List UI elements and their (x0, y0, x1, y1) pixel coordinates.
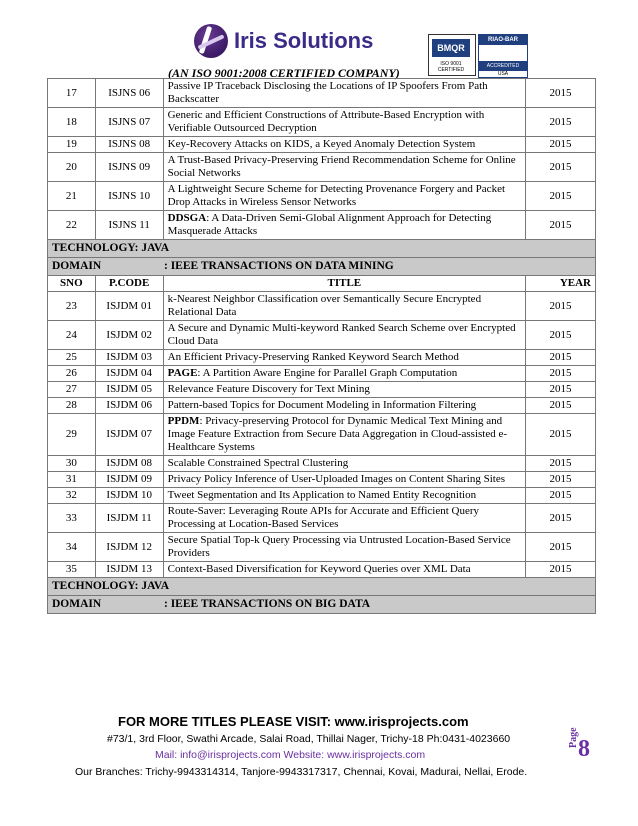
row-title (163, 456, 525, 472)
accreditation-top: RIAO-BAR (479, 35, 527, 45)
row-title (163, 350, 525, 366)
row-sno: 18 (48, 108, 96, 137)
row-code: ISJDM 11 (95, 504, 163, 533)
table-row (48, 504, 596, 533)
technology-label: TECHNOLOGY: JAVA (52, 242, 170, 254)
row-title-text: A Secure and Dynamic Multi-keyword Ranked Search Scheme over Encrypted Cloud Data (167, 322, 516, 347)
row-sno: 20 (48, 153, 96, 182)
row-sno: 24 (48, 321, 96, 350)
row-sno: 29 (48, 414, 96, 456)
row-year: 2015 (525, 211, 595, 240)
column-header-row (48, 276, 596, 292)
page-number: 8 (578, 736, 590, 762)
row-code: ISJDM 05 (95, 382, 163, 398)
section-header-row (48, 240, 596, 258)
table-row (48, 108, 596, 137)
table-row (48, 211, 596, 240)
row-sno: 23 (48, 292, 96, 321)
section-technology (48, 578, 596, 596)
row-code: ISJNS 06 (95, 79, 163, 108)
table-body-network-security (48, 79, 596, 240)
footer-titles-link[interactable]: FOR MORE TITLES PLEASE VISIT: www.irisprojects.com (118, 714, 469, 729)
row-title (163, 211, 525, 240)
table-row (48, 350, 596, 366)
row-year: 2015 (525, 414, 595, 456)
row-year: 2015 (525, 182, 595, 211)
table-row (48, 456, 596, 472)
section-domain-row (48, 258, 596, 276)
row-title (163, 79, 525, 108)
row-code: ISJNS 10 (95, 182, 163, 211)
section-domain-row (48, 596, 596, 614)
table-row (48, 321, 596, 350)
table-row (48, 292, 596, 321)
accreditation-bot: USA (497, 71, 509, 77)
table-row (48, 488, 596, 504)
bmqr-sub: ISO 9001 CERTIFIED (437, 61, 465, 73)
row-title-text: : Privacy-preserving Protocol for Dynamic Medical Text Mining and Image Feature Extraction from Secure Data Aggregation in Cloud-assisted e-Healthcare Systems (167, 415, 508, 453)
domain-label: DOMAIN (52, 260, 102, 272)
row-title (163, 182, 525, 211)
row-year: 2015 (525, 292, 595, 321)
row-year: 2015 (525, 562, 595, 578)
row-code: ISJDM 04 (95, 366, 163, 382)
row-title-text: : A Data-Driven Semi-Global Alignment Approach for Detecting Masquerade Attacks (167, 212, 492, 237)
row-code: ISJNS 09 (95, 153, 163, 182)
row-year: 2015 (525, 350, 595, 366)
row-title-text: Tweet Segmentation and Its Application to Named Entity Recognition (167, 489, 477, 501)
section-big-data (48, 578, 596, 614)
row-code: ISJDM 07 (95, 414, 163, 456)
row-year: 2015 (525, 456, 595, 472)
row-title (163, 137, 525, 153)
accreditation-mid: ACCREDITED (479, 61, 527, 71)
row-year: 2015 (525, 382, 595, 398)
section-technology (48, 240, 596, 258)
row-year: 2015 (525, 533, 595, 562)
row-year: 2015 (525, 504, 595, 533)
row-code: ISJDM 02 (95, 321, 163, 350)
row-year: 2015 (525, 366, 595, 382)
row-code: ISJDM 06 (95, 398, 163, 414)
footer-address: #73/1, 3rd Floor, Swathi Arcade, Salai Road, Thillai Nager, Trichy-18 Ph:0431-4023660 (107, 733, 511, 745)
row-year: 2015 (525, 488, 595, 504)
row-title (163, 292, 525, 321)
domain-value: : IEEE TRANSACTIONS ON BIG DATA (164, 598, 371, 610)
row-year: 2015 (525, 398, 595, 414)
row-title-text: An Efficient Privacy-Preserving Ranked Keyword Search Method (167, 351, 459, 363)
row-title-text: Secure Spatial Top-k Query Processing via Untrusted Location-Based Service Providers (167, 534, 511, 559)
row-title-text: Relevance Feature Discovery for Text Mining (167, 383, 370, 395)
footer-contact[interactable]: Mail: info@irisprojects.com Website: www.irisprojects.com (155, 749, 426, 761)
row-code: ISJNS 07 (95, 108, 163, 137)
row-title-text: Passive IP Traceback Disclosing the Locations of IP Spoofers From Path Backscatter (167, 80, 488, 105)
table-row (48, 382, 596, 398)
row-title (163, 398, 525, 414)
table-row (48, 366, 596, 382)
row-title-text: A Trust-Based Privacy-Preserving Friend Recommendation Scheme for Online Social Networks (167, 154, 516, 179)
row-code: ISJDM 10 (95, 488, 163, 504)
domain-label: DOMAIN (52, 598, 102, 610)
row-code: ISJNS 08 (95, 137, 163, 153)
table-row (48, 533, 596, 562)
brand-name: Iris Solutions (234, 28, 374, 53)
accreditation-badge (478, 34, 528, 78)
row-year: 2015 (525, 472, 595, 488)
row-sno: 31 (48, 472, 96, 488)
row-sno: 27 (48, 382, 96, 398)
row-title (163, 153, 525, 182)
row-sno: 21 (48, 182, 96, 211)
table-row (48, 137, 596, 153)
col-year: YEAR (525, 276, 595, 292)
page-header (0, 18, 638, 80)
footer-branches: Our Branches: Trichy-9943314314, Tanjore-9943317317, Chennai, Kovai, Madurai, Nellai, Erode. (75, 766, 528, 778)
bmqr-certification-badge (428, 34, 476, 76)
row-title-text: : A Partition Aware Engine for Parallel Graph Computation (197, 367, 458, 379)
row-title (163, 472, 525, 488)
row-code: ISJDM 08 (95, 456, 163, 472)
row-sno: 33 (48, 504, 96, 533)
row-sno: 26 (48, 366, 96, 382)
row-year: 2015 (525, 137, 595, 153)
table-body-data-mining (48, 292, 596, 578)
row-code: ISJDM 01 (95, 292, 163, 321)
row-year: 2015 (525, 79, 595, 108)
row-title (163, 488, 525, 504)
domain-value: : IEEE TRANSACTIONS ON DATA MINING (164, 260, 394, 272)
row-year: 2015 (525, 321, 595, 350)
table-row (48, 414, 596, 456)
row-sno: 34 (48, 533, 96, 562)
row-code: ISJDM 13 (95, 562, 163, 578)
row-title-text: Generic and Efficient Constructions of Attribute-Based Encryption with Verifiable Outsourced Decryption (167, 109, 485, 134)
row-title-prefix: PPDM (167, 415, 200, 427)
section-data-mining (48, 240, 596, 292)
row-title-text: Scalable Constrained Spectral Clustering (167, 457, 349, 469)
row-year: 2015 (525, 153, 595, 182)
row-code: ISJDM 09 (95, 472, 163, 488)
row-sno: 35 (48, 562, 96, 578)
row-title-text: Privacy Policy Inference of User-Uploaded Images on Content Sharing Sites (167, 473, 506, 485)
row-title (163, 382, 525, 398)
row-title (163, 366, 525, 382)
iris-logo-icon (194, 24, 228, 58)
table-row (48, 79, 596, 108)
bmqr-label: BMQR (432, 39, 470, 57)
section-domain (48, 596, 596, 614)
col-sno: SNO (48, 276, 96, 292)
row-title (163, 533, 525, 562)
row-title-text: Pattern-based Topics for Document Modeling in Information Filtering (167, 399, 477, 411)
col-code: P.CODE (95, 276, 163, 292)
row-title-prefix: PAGE (167, 367, 198, 379)
col-title: TITLE (163, 276, 525, 292)
row-title-text: A Lightweight Secure Scheme for Detecting Provenance Forgery and Packet Drop Attacks in Wireless Sensor Networks (167, 183, 506, 208)
row-sno: 17 (48, 79, 96, 108)
row-sno: 22 (48, 211, 96, 240)
row-code: ISJDM 12 (95, 533, 163, 562)
row-year: 2015 (525, 108, 595, 137)
row-sno: 19 (48, 137, 96, 153)
table-row (48, 398, 596, 414)
table-row (48, 562, 596, 578)
row-title (163, 504, 525, 533)
row-sno: 32 (48, 488, 96, 504)
row-sno: 25 (48, 350, 96, 366)
row-title-text: Route-Saver: Leveraging Route APIs for Accurate and Efficient Query Processing at Location-Based Services (167, 505, 480, 530)
row-sno: 30 (48, 456, 96, 472)
technology-label: TECHNOLOGY: JAVA (52, 580, 170, 592)
table-row (48, 182, 596, 211)
section-domain (48, 258, 596, 276)
row-title (163, 562, 525, 578)
row-title (163, 108, 525, 137)
row-title-text: k-Nearest Neighbor Classification over Semantically Secure Encrypted Relational Data (167, 293, 482, 318)
row-title-prefix: DDSGA (167, 212, 207, 224)
table-row (48, 153, 596, 182)
row-code: ISJNS 11 (95, 211, 163, 240)
row-title-text: Context-Based Diversification for Keyword Queries over XML Data (167, 563, 471, 575)
table-row (48, 472, 596, 488)
row-sno: 28 (48, 398, 96, 414)
row-title (163, 321, 525, 350)
row-title (163, 414, 525, 456)
projects-table (47, 78, 596, 614)
page-number-box (568, 727, 598, 784)
section-header-row (48, 578, 596, 596)
row-code: ISJDM 03 (95, 350, 163, 366)
certification-line: (AN ISO 9001:2008 CERTIFIED COMPANY) (168, 66, 400, 80)
page-word: Page (568, 727, 579, 748)
row-title-text: Key-Recovery Attacks on KIDS, a Keyed Anomaly Detection System (167, 138, 476, 150)
